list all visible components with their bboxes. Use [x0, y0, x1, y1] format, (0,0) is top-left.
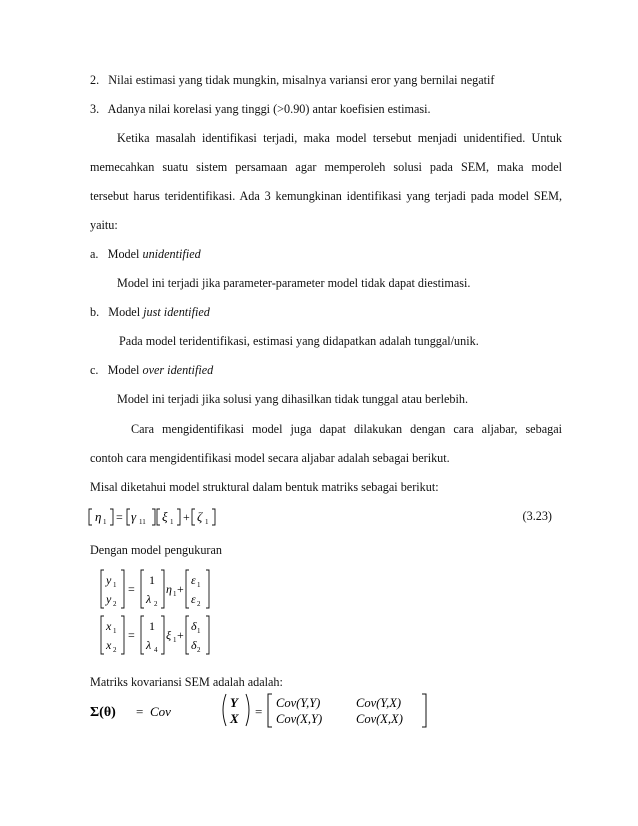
matrix-cell-12: Cov(Y,X) — [356, 696, 402, 710]
plus-glyph: + — [177, 582, 184, 596]
xi-sub: 1 — [173, 636, 177, 644]
x1-symbol: x — [106, 619, 112, 633]
case-c — [90, 363, 213, 378]
list-number: 2. — [90, 73, 100, 87]
lambda4-sub: 4 — [154, 646, 158, 654]
equals-glyph: = — [128, 582, 135, 596]
paragraph-line: Cara mengidentifikasi model juga dapat dilakukan dengan cara aljabar, sebagai — [131, 422, 562, 436]
gamma-symbol: γ — [131, 509, 137, 524]
plus-glyph: + — [177, 628, 184, 642]
matrix-cell-22: Cov(X,X) — [356, 712, 403, 726]
eta-sub: 1 — [173, 590, 177, 598]
gamma-sub: 11 — [139, 518, 146, 526]
case-term: just identified — [143, 305, 210, 319]
delta2-symbol: δ — [191, 638, 197, 652]
equals-sign-2: = — [255, 704, 263, 719]
case-letter: b. — [90, 305, 100, 319]
equals-glyph: = — [128, 628, 135, 642]
list-item-2 — [90, 73, 494, 88]
loading-one: 1 — [149, 619, 155, 633]
x2-symbol: x — [106, 638, 112, 652]
eps1-symbol: ε — [191, 573, 196, 587]
y2-sub: 2 — [113, 600, 117, 608]
list-text: Nilai estimasi yang tidak mungkin, misalnya variansi eror yang bernilai negatif — [108, 73, 495, 87]
case-letter: a. — [90, 247, 99, 261]
y1-sub: 1 — [113, 581, 117, 589]
matrix-cell-11: Cov(Y,Y) — [276, 696, 321, 710]
paragraph-line: Dengan model pengukuran — [90, 543, 222, 557]
case-term: unidentified — [142, 247, 201, 261]
y2-symbol: y — [106, 592, 112, 606]
paragraph-line: tersebut harus teridentifikasi. Ada 3 kemungkinan identifikasi yang terjadi pada model SEM, — [90, 189, 562, 203]
xi-sub: 1 — [170, 518, 174, 526]
paragraph-line: yaitu: — [90, 218, 118, 232]
eta-symbol: η — [95, 509, 102, 524]
sigma-theta: Σ(θ) — [90, 705, 116, 720]
case-a — [90, 247, 201, 262]
delta2-sub: 2 — [197, 646, 201, 654]
y1-symbol: y — [106, 573, 112, 587]
delta1-symbol: δ — [191, 619, 197, 633]
x1-sub: 1 — [113, 627, 117, 635]
case-prefix: Model — [107, 363, 143, 377]
eps2-sub: 2 — [197, 600, 201, 608]
list-item-3 — [90, 102, 431, 117]
measurement-equation-x — [100, 614, 220, 660]
equals-sign: = — [136, 704, 144, 719]
lambda2-symbol: λ — [146, 592, 152, 606]
paragraph-line: memecahkan suatu sistem persamaan agar memperoleh solusi pada SEM, maka model — [90, 160, 562, 174]
structural-equation — [88, 505, 238, 531]
case-b-desc: Pada model teridentifikasi, estimasi yang didapatkan adalah tunggal/unik. — [119, 334, 479, 348]
case-a-desc: Model ini terjadi jika parameter-parameter model tidak dapat diestimasi. — [117, 276, 471, 290]
plus-sign: + — [183, 510, 190, 524]
case-letter: c. — [90, 363, 99, 377]
measurement-equation-y — [100, 568, 220, 614]
case-term: over identified — [142, 363, 214, 377]
case-prefix: Model — [107, 247, 143, 261]
cov-label: Cov — [150, 704, 171, 719]
eta-sub: 1 — [103, 518, 107, 526]
paragraph-line: Matriks kovariansi SEM adalah adalah: — [90, 675, 283, 689]
vector-bottom: X — [230, 711, 239, 726]
eps2-symbol: ε — [191, 592, 196, 606]
list-number: 3. — [90, 102, 100, 116]
case-prefix: Model — [108, 305, 144, 319]
xi-symbol: ξ — [162, 509, 168, 524]
matrix-cell-21: Cov(X,Y) — [276, 712, 323, 726]
paragraph-line: contoh cara mengidentifikasi model secara aljabar adalah sebagai berikut. — [90, 451, 450, 465]
lambda2-sub: 2 — [154, 600, 158, 608]
list-text: Adanya nilai korelasi yang tinggi (>0.90) antar koefisien estimasi. — [107, 102, 431, 116]
covariance-matrix-equation — [88, 690, 403, 732]
case-b — [90, 305, 210, 320]
zeta-symbol: ζ — [197, 509, 203, 524]
lambda4-symbol: λ — [146, 638, 152, 652]
paragraph-line: Misal diketahui model struktural dalam bentuk matriks sebagai berikut: — [90, 480, 439, 494]
xi-symbol: ξ — [166, 628, 172, 642]
paragraph-line: Ketika masalah identifikasi terjadi, maka model tersebut menjadi unidentified. Untuk — [117, 131, 562, 145]
zeta-sub: 1 — [205, 518, 209, 526]
case-c-desc: Model ini terjadi jika solusi yang dihasilkan tidak tunggal atau berlebih. — [117, 392, 468, 406]
equation-number: (3.23) — [522, 509, 552, 523]
delta1-sub: 1 — [197, 627, 201, 635]
eta-symbol: η — [166, 582, 172, 596]
eps1-sub: 1 — [197, 581, 201, 589]
vector-top: Y — [230, 695, 238, 710]
equals-sign: = — [116, 510, 123, 524]
loading-one: 1 — [149, 573, 155, 587]
x2-sub: 2 — [113, 646, 117, 654]
